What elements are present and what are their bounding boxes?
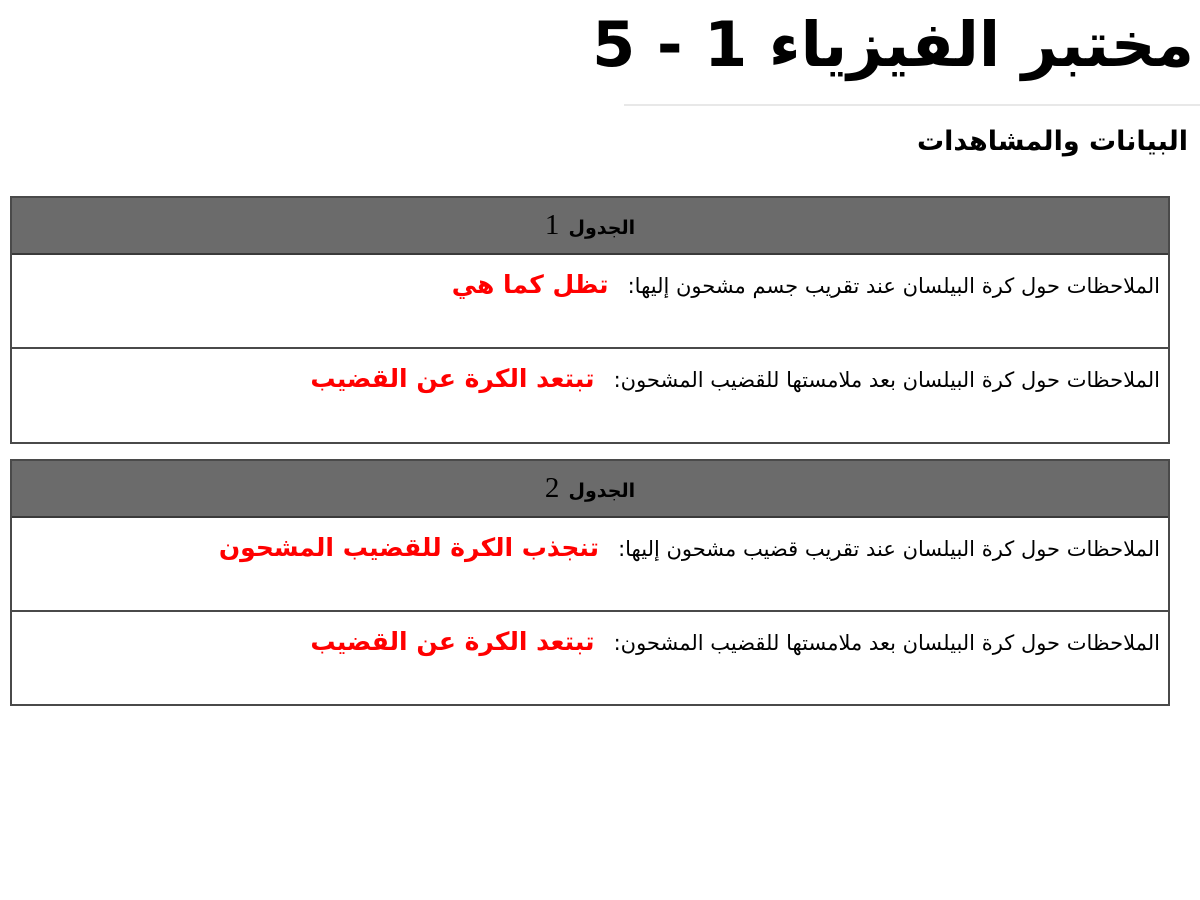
observation-answer: تبتعد الكرة عن القضيب [310, 364, 595, 393]
observation-answer: تظل كما هي [451, 270, 609, 299]
table-header-number: 2 [544, 472, 560, 504]
section-heading: البيانات والمشاهدات [917, 126, 1188, 157]
table-header [12, 198, 1168, 255]
table-header-number: 1 [544, 209, 560, 241]
table-header-label: الجدول [568, 480, 636, 502]
data-table-2 [10, 459, 1170, 706]
table-row [12, 255, 1168, 349]
data-table-1 [10, 196, 1170, 444]
observation-answer: تبتعد الكرة عن القضيب [310, 627, 595, 656]
observation-label: الملاحظات حول كرة البيلسان بعد ملامستها للقضيب المشحون: [613, 631, 1160, 655]
observation-label: الملاحظات حول كرة البيلسان بعد ملامستها للقضيب المشحون: [613, 368, 1160, 392]
table-row [12, 612, 1168, 705]
table-row [12, 349, 1168, 442]
table-header-label: الجدول [568, 217, 636, 239]
observation-label: الملاحظات حول كرة البيلسان عند تقريب جسم مشحون إليها: [627, 274, 1160, 298]
table-header [12, 461, 1168, 518]
observation-label: الملاحظات حول كرة البيلسان عند تقريب قضيب مشحون إليها: [618, 537, 1160, 561]
page-title: مختبر الفيزياء 1 - 5 [592, 8, 1194, 81]
title-divider [624, 104, 1200, 106]
observation-answer: تنجذب الكرة للقضيب المشحون [218, 533, 599, 562]
table-row [12, 518, 1168, 612]
